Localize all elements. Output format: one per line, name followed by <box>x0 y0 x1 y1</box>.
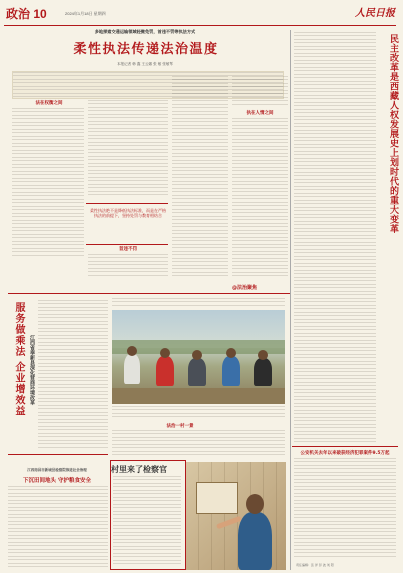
article-column-3 <box>172 76 228 276</box>
right-article2-body <box>294 458 396 558</box>
left-bottom-body <box>8 486 108 570</box>
story-body <box>113 476 181 566</box>
right-divider <box>292 446 398 447</box>
article-column-2b <box>88 254 168 278</box>
photo-kicker: 法治一村一景 <box>166 424 194 429</box>
prosecutor-photo <box>186 462 286 570</box>
left-bottom-title[interactable]: 下沉田间地头 守护粮食安全 <box>23 478 91 484</box>
village-photo <box>112 310 285 404</box>
newspaper-logo: 人民日报 <box>355 8 395 19</box>
feature-title[interactable]: 服务做乘法 企业增效益 <box>13 302 24 417</box>
feature-body <box>38 300 108 450</box>
series-tag: @法治聚焦 <box>232 285 258 291</box>
story-title[interactable]: 村里来了检察官 <box>111 464 167 474</box>
page-footer: 责任编辑：张 洋 彭 波 刘 阳 <box>296 563 334 567</box>
right-headline-2[interactable]: 公安机关去年以来破获经济犯罪案件9.5万起 <box>300 451 390 456</box>
section-label: 政治 10 <box>6 7 47 21</box>
photo-story-body <box>112 430 285 456</box>
article-column-2 <box>88 100 168 198</box>
article-column-1 <box>12 108 84 258</box>
left-bottom-kicker: 江西南昌市新城县检察院推进社会治理 <box>27 468 87 472</box>
subhead-1: 法在权衡之间 <box>35 101 63 106</box>
article-column-4b <box>232 118 288 278</box>
main-byline: 本报记者 韩 鑫 王云娜 张 敏 张敏琴 <box>117 62 173 66</box>
left-bottom-divider <box>8 454 108 455</box>
subhead-2: 首违不罚 <box>119 247 137 252</box>
masthead-rule <box>4 5 396 26</box>
photo-caption <box>112 406 285 420</box>
subhead-3: 执在人情之间 <box>246 111 274 116</box>
pull-quote: 柔性执法绝不是降低执法标准，而是在严格执法的前提下，坚持处罚与教育相结合 <box>90 208 166 218</box>
column-divider <box>290 30 291 570</box>
section-divider <box>8 293 290 294</box>
issue-date: 2024年1月18日 星期四 <box>65 11 106 16</box>
right-article-body <box>294 32 376 444</box>
right-headline[interactable]: 民主改革是西藏人权发展史上划时代的重大变革 <box>388 34 398 234</box>
feature-body-top <box>112 298 285 308</box>
main-kicker: 多地探索交通运输领域轻微免罚，首违不罚等执法方式 <box>94 29 196 34</box>
feature-subtitle: 江西省奉新县深化营商环境改革 <box>29 335 35 405</box>
main-headline[interactable]: 柔性执法传递法治温度 <box>73 42 219 57</box>
article-column-4a <box>232 76 288 106</box>
